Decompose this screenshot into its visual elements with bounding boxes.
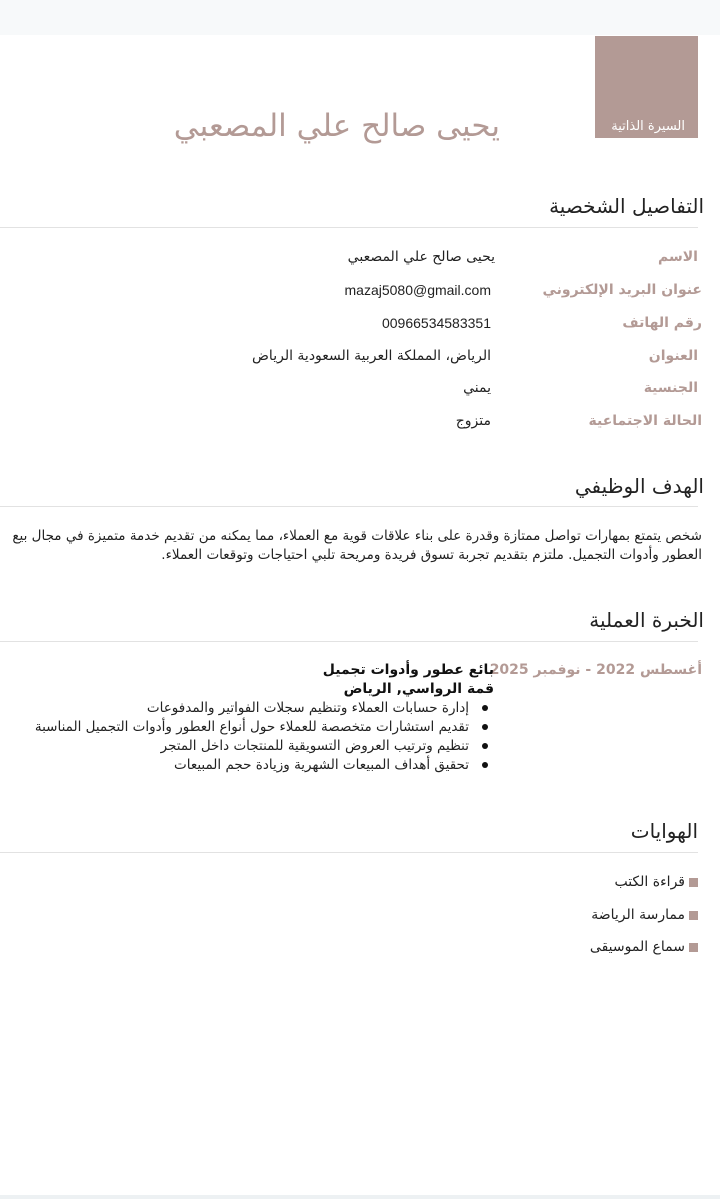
bullet-icon xyxy=(482,705,488,711)
experience-company: قمة الرواسي, الرياض xyxy=(343,681,494,697)
duty-text: تنظيم وترتيب العروض التسويقية للمنتجات داخل المتجر xyxy=(160,738,469,754)
duty-text: تحقيق أهداف المبيعات الشهرية وزيادة حجم المبيعات xyxy=(174,757,469,773)
experience-duties xyxy=(24,700,494,776)
section-divider xyxy=(0,506,698,507)
square-bullet-icon xyxy=(689,911,698,920)
duty-item xyxy=(24,757,494,776)
experience-job-title: بائع عطور وأدوات تجميل xyxy=(322,662,494,678)
square-bullet-icon xyxy=(689,943,698,952)
top-bar xyxy=(0,0,720,35)
hobby-item xyxy=(590,939,698,955)
info-value-name: يحيى صالح علي المصعبي xyxy=(347,249,495,265)
hobby-text: ممارسة الرياضة xyxy=(591,907,685,923)
experience-date: أغسطس 2022 - نوفمبر 2025 xyxy=(489,662,702,678)
info-label-name: الاسم xyxy=(658,249,698,265)
section-divider xyxy=(0,641,698,642)
info-label-nationality: الجنسية xyxy=(643,380,698,396)
section-divider xyxy=(0,227,698,228)
info-value-address: الرياض، المملكة العربية السعودية الرياض xyxy=(252,348,491,364)
person-name: يحيى صالح علي المصعبي xyxy=(173,108,500,144)
objective-text: شخص يتمتع بمهارات تواصل ممتازة وقدرة على بناء علاقات قوية مع العملاء، مما يمكنه من تقديم خدمة متميزة في مجال بيع العطور وأدوات التجميل. ملتزم بتقديم تجربة تسوق فريدة ومريحة تلبي احتياجات وتوقعات العملاء. xyxy=(12,528,702,563)
section-divider xyxy=(0,852,698,853)
info-value-phone: 00966534583351 xyxy=(381,315,491,331)
info-value-nationality: يمني xyxy=(463,380,491,396)
hobby-text: قراءة الكتب xyxy=(614,874,685,890)
section-title-personal: التفاصيل الشخصية xyxy=(549,194,704,218)
info-label-marital-status: الحالة الاجتماعية xyxy=(588,413,702,429)
square-bullet-icon xyxy=(689,878,698,887)
info-label-phone: رقم الهاتف xyxy=(622,315,702,331)
info-value-email: mazaj5080@gmail.com xyxy=(344,282,491,298)
hobby-item xyxy=(591,907,698,923)
duty-text: تقديم استشارات متخصصة للعملاء حول أنواع العطور وأدوات التجميل المناسبة xyxy=(34,719,469,735)
duty-item xyxy=(24,719,494,738)
hobby-item xyxy=(614,874,698,890)
info-value-marital-status: متزوج xyxy=(455,413,491,429)
info-label-email: عنوان البريد الإلكتروني xyxy=(542,282,702,298)
bullet-icon xyxy=(482,762,488,768)
duty-item xyxy=(24,738,494,757)
info-label-address: العنوان xyxy=(648,348,698,364)
section-title-experience: الخبرة العملية xyxy=(589,608,704,632)
hobby-text: سماع الموسيقى xyxy=(589,939,685,955)
bottom-bar xyxy=(0,1195,720,1199)
bullet-icon xyxy=(482,743,488,749)
duty-item xyxy=(24,700,494,719)
bullet-icon xyxy=(482,724,488,730)
cv-badge xyxy=(595,36,698,138)
duty-text: إدارة حسابات العملاء وتنظيم سجلات الفواتير والمدفوعات xyxy=(146,700,469,716)
section-title-hobbies: الهوايات xyxy=(630,819,698,843)
section-title-objective: الهدف الوظيفي xyxy=(574,474,704,498)
cv-badge-label: السيرة الذاتية xyxy=(611,119,685,134)
